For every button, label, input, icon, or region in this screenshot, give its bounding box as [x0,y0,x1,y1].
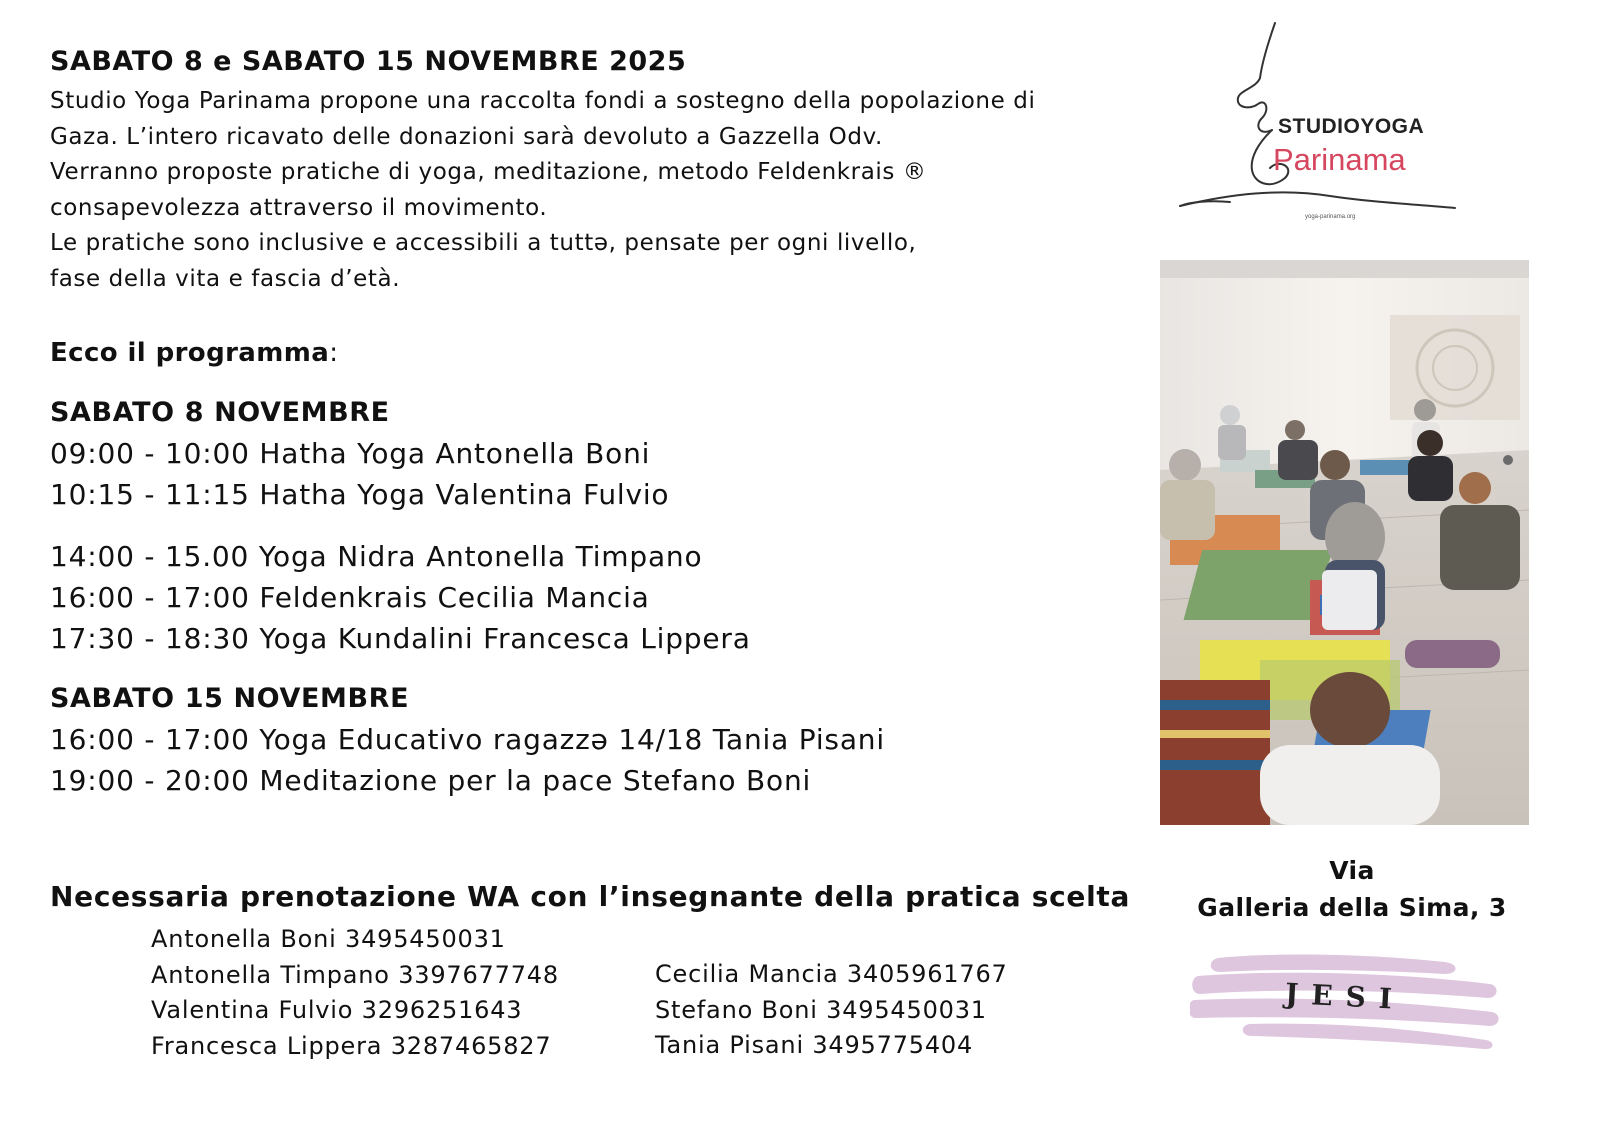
schedule-slot: 17:30 - 18:30 Yoga Kundalini Francesca Lippera [50,622,751,655]
svg-text:STUDIOYOGA [1278,115,1424,138]
city-highlight [1190,950,1500,1050]
day2-title: SABATO 15 NOVEMBRE [50,683,410,714]
programme-heading [50,338,338,368]
day1-title: SABATO 8 NOVEMBRE [50,397,390,428]
intro-line: Le pratiche sono inclusive e accessibili a tuttə, pensate per ogni livello, [50,230,917,256]
contact-entry: Stefano Boni 3495450031 [655,995,987,1024]
address-line1: Via [1329,856,1375,885]
day1-afternoon-slots [50,536,751,659]
intro-paragraph [50,84,1170,297]
intro-line: Gaza. L’intero ricavato delle donazioni sarà devoluto a Gazzella Odv. [50,123,883,150]
booking-note: Necessaria prenotazione WA con l’insegnante della pratica scelta [50,880,1131,913]
schedule-slot: 10:15 - 11:15 Hatha Yoga Valentina Fulvio [50,478,670,511]
address-line2: Galleria della Sima, 3 [1197,893,1507,922]
schedule-slot: 16:00 - 17:00 Feldenkrais Cecilia Mancia [50,581,650,614]
contacts-right [655,957,1008,1064]
city-name: JESI [1284,976,1406,1017]
logo-name: Parinama [1273,142,1406,177]
logo-word-yoga: YOGA [1360,115,1425,138]
intro-line: Verranno proposte pratiche di yoga, meditazione, metodo Feldenkrais ® [50,159,927,185]
programme-colon: : [329,338,339,368]
venue-address [1196,852,1508,926]
contact-entry: Antonella Boni 3495450031 [151,925,506,953]
intro-line: fase della vita e fascia d’età. [50,265,401,292]
day2-slots [50,719,885,801]
yoga-class-photo [1160,260,1529,825]
studio-yoga-parinama-logo [1170,18,1470,233]
programme-label: Ecco il programma [50,338,330,368]
logo-url: yoga-parinama.org [1305,214,1356,220]
contact-entry: Antonella Timpano 3397677748 [151,960,559,989]
schedule-slot: 14:00 - 15.00 Yoga Nidra Antonella Timpano [50,540,703,573]
schedule-slot: 19:00 - 20:00 Meditazione per la pace Stefano Boni [50,764,812,797]
contacts-left [151,922,559,1064]
contact-entry: Valentina Fulvio 3296251643 [151,996,523,1024]
contact-entry: Tania Pisani 3495775404 [655,1031,974,1059]
schedule-slot: 09:00 - 10:00 Hatha Yoga Antonella Boni [50,437,651,470]
event-headline: SABATO 8 e SABATO 15 NOVEMBRE 2025 [50,46,687,77]
schedule-slot: 16:00 - 17:00 Yoga Educativo ragazzə 14/18 Tania Pisani [50,723,885,756]
contact-entry: Cecilia Mancia 3405961767 [655,960,1008,988]
contact-entry: Francesca Lippera 3287465827 [151,1031,552,1060]
logo-word-studio: STUDIO [1278,115,1361,138]
intro-line: Studio Yoga Parinama propone una raccolta fondi a sostegno della popolazione di [50,88,1036,114]
day1-morning-slots [50,433,669,515]
intro-line: consapevolezza attraverso il movimento. [50,194,548,221]
